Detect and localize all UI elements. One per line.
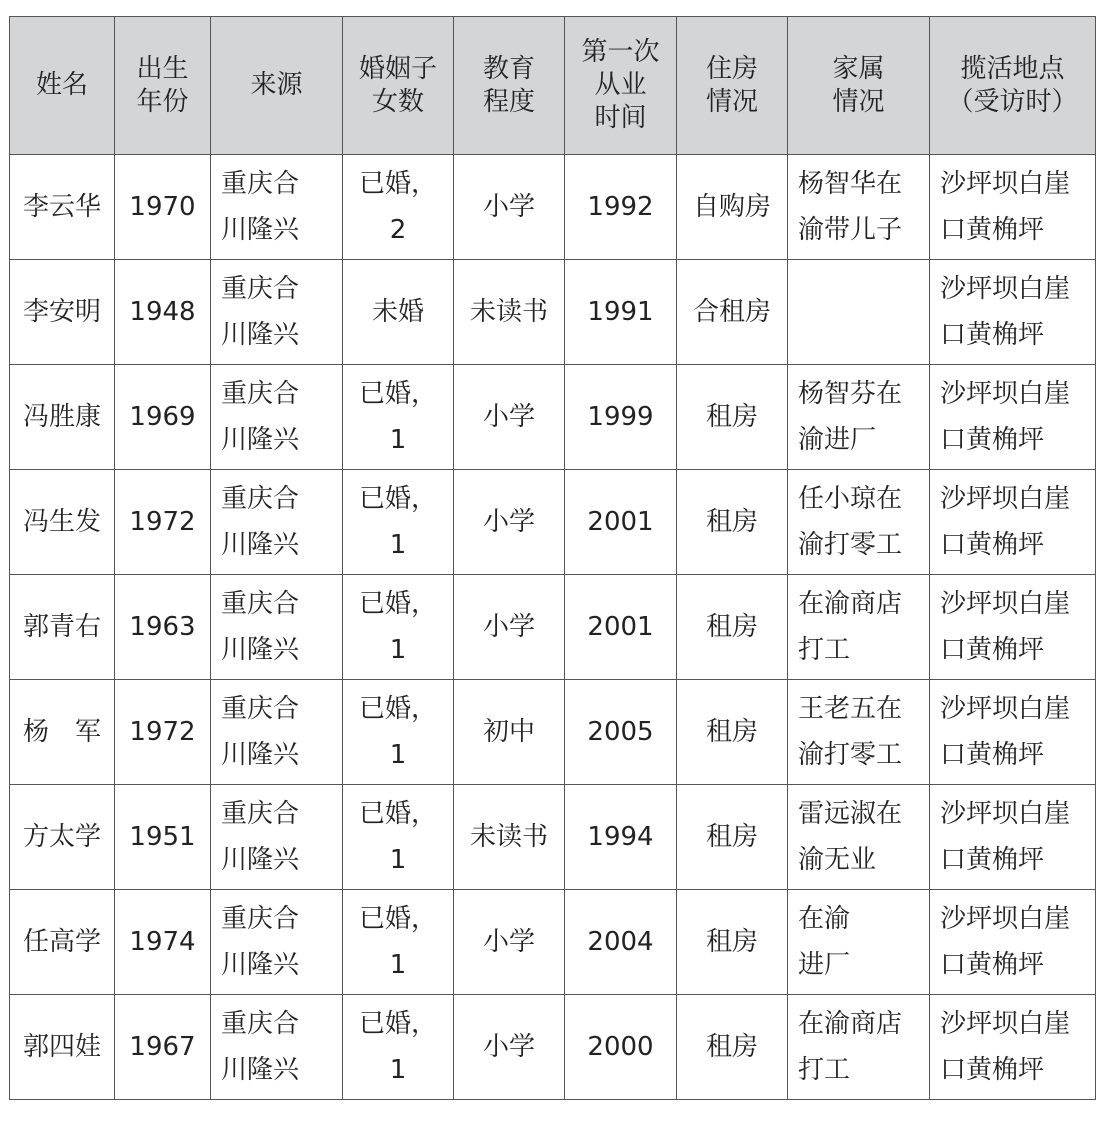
cell-family bbox=[788, 995, 930, 1100]
cell-education bbox=[454, 470, 565, 575]
cell-text: 重庆合 川隆兴 bbox=[221, 379, 300, 455]
cell-family bbox=[788, 365, 930, 470]
cell-work-location bbox=[930, 260, 1096, 365]
cell-work-location bbox=[930, 680, 1096, 785]
cell-housing bbox=[677, 995, 788, 1100]
table-row bbox=[10, 575, 1096, 680]
cell-text: 未读书 bbox=[469, 297, 548, 327]
cell-text: 1972 bbox=[129, 507, 196, 537]
cell-text: 重庆合 川隆兴 bbox=[221, 694, 300, 770]
header-first-employment: 第一次 从业 时间 bbox=[565, 17, 677, 155]
cell-birth-year bbox=[115, 785, 211, 890]
cell-text: 1970 bbox=[129, 192, 196, 222]
cell-text: 1972 bbox=[129, 717, 196, 747]
table-header-row bbox=[10, 17, 1096, 155]
cell-name bbox=[10, 470, 115, 575]
cell-origin bbox=[211, 155, 343, 260]
cell-first-employment bbox=[565, 995, 677, 1100]
cell-text: 王老五在 渝打零工 bbox=[798, 694, 903, 770]
header-family: 家属 情况 bbox=[788, 17, 930, 155]
cell-name bbox=[10, 260, 115, 365]
cell-marriage-children bbox=[343, 785, 454, 890]
cell-text: 沙坪坝白崖 口黄桷坪 bbox=[940, 1009, 1071, 1085]
cell-text: 小学 bbox=[482, 507, 535, 537]
cell-origin bbox=[211, 365, 343, 470]
cell-name bbox=[10, 575, 115, 680]
cell-text: 已婚， 1 bbox=[358, 379, 437, 455]
header-name: 姓名 bbox=[10, 17, 115, 155]
cell-education bbox=[454, 785, 565, 890]
cell-text: 1969 bbox=[129, 402, 196, 432]
cell-name bbox=[10, 995, 115, 1100]
cell-text: 沙坪坝白崖 口黄桷坪 bbox=[940, 694, 1071, 770]
cell-text: 重庆合 川隆兴 bbox=[221, 169, 300, 245]
cell-text: 沙坪坝白崖 口黄桷坪 bbox=[940, 904, 1071, 980]
cell-origin bbox=[211, 680, 343, 785]
cell-text: 已婚， 1 bbox=[358, 1009, 437, 1085]
cell-text: 租房 bbox=[705, 402, 758, 432]
cell-housing bbox=[677, 470, 788, 575]
cell-text: 已婚， 1 bbox=[358, 799, 437, 875]
cell-housing bbox=[677, 365, 788, 470]
cell-text: 在渝商店 打工 bbox=[798, 589, 903, 665]
cell-text: 租房 bbox=[705, 927, 758, 957]
cell-education bbox=[454, 995, 565, 1100]
cell-first-employment bbox=[565, 260, 677, 365]
cell-text: 重庆合 川隆兴 bbox=[221, 1009, 300, 1085]
cell-work-location bbox=[930, 785, 1096, 890]
cell-text: 沙坪坝白崖 口黄桷坪 bbox=[940, 799, 1071, 875]
cell-first-employment bbox=[565, 365, 677, 470]
cell-text: 已婚， 1 bbox=[358, 484, 437, 560]
cell-text: 沙坪坝白崖 口黄桷坪 bbox=[940, 169, 1071, 245]
cell-birth-year bbox=[115, 890, 211, 995]
cell-first-employment bbox=[565, 470, 677, 575]
cell-name bbox=[10, 365, 115, 470]
cell-text: 1999 bbox=[587, 402, 654, 432]
cell-marriage-children bbox=[343, 890, 454, 995]
cell-text: 杨智华在 渝带儿子 bbox=[798, 169, 903, 245]
cell-text: 小学 bbox=[482, 192, 535, 222]
cell-first-employment bbox=[565, 890, 677, 995]
header-work-location: 揽活地点 （受访时） bbox=[930, 17, 1096, 155]
cell-birth-year bbox=[115, 260, 211, 365]
header-housing: 住房 情况 bbox=[677, 17, 788, 155]
cell-family bbox=[788, 155, 930, 260]
cell-text: 1992 bbox=[587, 192, 654, 222]
cell-work-location bbox=[930, 995, 1096, 1100]
cell-family bbox=[788, 575, 930, 680]
cell-text: 小学 bbox=[482, 402, 535, 432]
cell-text: 未读书 bbox=[469, 822, 548, 852]
cell-text: 2005 bbox=[587, 717, 654, 747]
cell-text: 未婚 bbox=[371, 297, 424, 327]
cell-text: 1963 bbox=[129, 612, 196, 642]
cell-housing bbox=[677, 680, 788, 785]
cell-text: 重庆合 川隆兴 bbox=[221, 274, 300, 350]
cell-housing bbox=[677, 575, 788, 680]
cell-text: 沙坪坝白崖 口黄桷坪 bbox=[940, 484, 1071, 560]
cell-first-employment bbox=[565, 785, 677, 890]
cell-text: 在渝 进厂 bbox=[798, 904, 851, 980]
cell-birth-year bbox=[115, 365, 211, 470]
cell-first-employment bbox=[565, 575, 677, 680]
cell-birth-year bbox=[115, 575, 211, 680]
cell-text: 租房 bbox=[705, 717, 758, 747]
cell-text: 1967 bbox=[129, 1032, 196, 1062]
cell-text: 重庆合 川隆兴 bbox=[221, 799, 300, 875]
cell-origin bbox=[211, 890, 343, 995]
cell-education bbox=[454, 575, 565, 680]
cell-housing bbox=[677, 260, 788, 365]
cell-text: 已婚， 2 bbox=[358, 169, 437, 245]
cell-text: 1994 bbox=[587, 822, 654, 852]
cell-marriage-children bbox=[343, 155, 454, 260]
cell-education bbox=[454, 680, 565, 785]
cell-text: 重庆合 川隆兴 bbox=[221, 484, 300, 560]
cell-marriage-children bbox=[343, 680, 454, 785]
cell-text: 沙坪坝白崖 口黄桷坪 bbox=[940, 274, 1071, 350]
cell-family bbox=[788, 890, 930, 995]
cell-text: 已婚， 1 bbox=[358, 904, 437, 980]
cell-text: 已婚， 1 bbox=[358, 589, 437, 665]
cell-text: 冯胜康 bbox=[22, 402, 101, 432]
cell-origin bbox=[211, 785, 343, 890]
cell-text: 杨 军 bbox=[22, 717, 101, 747]
cell-text: 租房 bbox=[705, 612, 758, 642]
cell-text: 2001 bbox=[587, 507, 654, 537]
cell-text: 1991 bbox=[587, 297, 654, 327]
cell-text: 沙坪坝白崖 口黄桷坪 bbox=[940, 379, 1071, 455]
cell-education bbox=[454, 260, 565, 365]
table-row bbox=[10, 365, 1096, 470]
cell-text: 2001 bbox=[587, 612, 654, 642]
table-row bbox=[10, 155, 1096, 260]
cell-text: 2004 bbox=[587, 927, 654, 957]
cell-marriage-children bbox=[343, 470, 454, 575]
table-body bbox=[10, 155, 1096, 1100]
cell-text: 李安明 bbox=[22, 297, 101, 327]
cell-text: 杨智芬在 渝进厂 bbox=[798, 379, 903, 455]
cell-education bbox=[454, 890, 565, 995]
cell-first-employment bbox=[565, 155, 677, 260]
cell-family bbox=[788, 785, 930, 890]
cell-text: 重庆合 川隆兴 bbox=[221, 904, 300, 980]
cell-text: 方太学 bbox=[22, 822, 101, 852]
worker-survey-table bbox=[9, 16, 1096, 1100]
cell-marriage-children bbox=[343, 575, 454, 680]
cell-marriage-children bbox=[343, 995, 454, 1100]
table-row bbox=[10, 890, 1096, 995]
cell-origin bbox=[211, 470, 343, 575]
cell-text: 雷远淑在 渝无业 bbox=[798, 799, 903, 875]
cell-housing bbox=[677, 155, 788, 260]
cell-education bbox=[454, 155, 565, 260]
table-row bbox=[10, 470, 1096, 575]
cell-birth-year bbox=[115, 680, 211, 785]
cell-origin bbox=[211, 575, 343, 680]
cell-text: 1951 bbox=[129, 822, 196, 852]
cell-text: 1948 bbox=[129, 297, 196, 327]
cell-housing bbox=[677, 890, 788, 995]
cell-family bbox=[788, 470, 930, 575]
cell-text: 冯生发 bbox=[22, 507, 101, 537]
cell-work-location bbox=[930, 155, 1096, 260]
cell-marriage-children bbox=[343, 365, 454, 470]
cell-text: 合租房 bbox=[692, 297, 771, 327]
cell-name bbox=[10, 890, 115, 995]
cell-housing bbox=[677, 785, 788, 890]
cell-text: 郭四娃 bbox=[22, 1032, 101, 1062]
cell-text: 重庆合 川隆兴 bbox=[221, 589, 300, 665]
cell-education bbox=[454, 365, 565, 470]
cell-family bbox=[788, 680, 930, 785]
cell-work-location bbox=[930, 365, 1096, 470]
cell-work-location bbox=[930, 575, 1096, 680]
cell-text: 2000 bbox=[587, 1032, 654, 1062]
cell-text: 郭青右 bbox=[22, 612, 101, 642]
cell-text: 租房 bbox=[705, 1032, 758, 1062]
cell-name bbox=[10, 680, 115, 785]
table-row bbox=[10, 680, 1096, 785]
cell-text: 小学 bbox=[482, 612, 535, 642]
cell-family bbox=[788, 260, 930, 365]
cell-text: 小学 bbox=[482, 1032, 535, 1062]
cell-text: 初中 bbox=[482, 717, 535, 747]
cell-text: 沙坪坝白崖 口黄桷坪 bbox=[940, 589, 1071, 665]
cell-name bbox=[10, 155, 115, 260]
cell-work-location bbox=[930, 890, 1096, 995]
cell-text: 租房 bbox=[705, 822, 758, 852]
header-marriage-children: 婚姻子 女数 bbox=[343, 17, 454, 155]
cell-origin bbox=[211, 260, 343, 365]
cell-text: 1974 bbox=[129, 927, 196, 957]
cell-text: 自购房 bbox=[692, 192, 771, 222]
header-education: 教育 程度 bbox=[454, 17, 565, 155]
cell-text: 任小琼在 渝打零工 bbox=[798, 484, 903, 560]
cell-work-location bbox=[930, 470, 1096, 575]
header-origin: 来源 bbox=[211, 17, 343, 155]
header-birth-year: 出生 年份 bbox=[115, 17, 211, 155]
cell-origin bbox=[211, 995, 343, 1100]
cell-name bbox=[10, 785, 115, 890]
table-row bbox=[10, 995, 1096, 1100]
table-row bbox=[10, 260, 1096, 365]
cell-birth-year bbox=[115, 995, 211, 1100]
cell-text: 李云华 bbox=[22, 192, 101, 222]
cell-text: 小学 bbox=[482, 927, 535, 957]
data-table-container bbox=[9, 16, 1096, 1100]
cell-text: 任高学 bbox=[22, 927, 101, 957]
cell-marriage-children bbox=[343, 260, 454, 365]
cell-text: 在渝商店 打工 bbox=[798, 1009, 903, 1085]
cell-birth-year bbox=[115, 470, 211, 575]
table-row bbox=[10, 785, 1096, 890]
cell-first-employment bbox=[565, 680, 677, 785]
cell-text: 已婚， 1 bbox=[358, 694, 437, 770]
cell-birth-year bbox=[115, 155, 211, 260]
cell-text: 租房 bbox=[705, 507, 758, 537]
